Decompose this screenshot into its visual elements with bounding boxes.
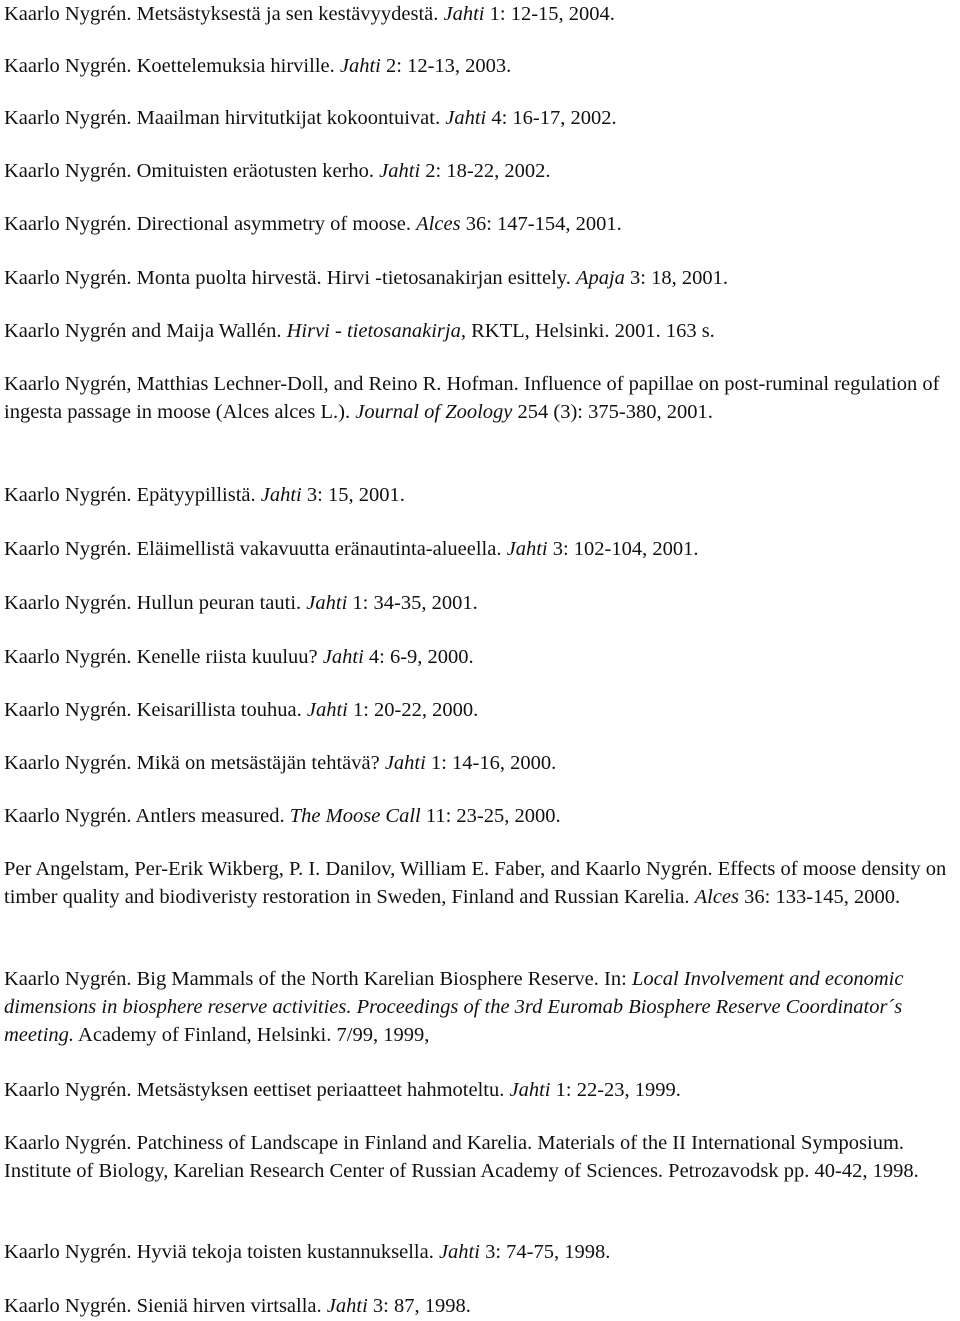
reference-entry <box>4 855 954 911</box>
reference-entry <box>4 317 715 345</box>
reference-text-segment: Academy of Finland, Helsinki. 7/99, 1999, <box>74 1024 430 1046</box>
reference-text-segment: Kaarlo Nygrén. Sieniä hirven virtsalla. <box>4 1295 327 1317</box>
reference-text-segment: Influence of papillae on post-ruminal regulation of ingesta passage in moose (Alces alces L.). <box>4 373 940 423</box>
reference-text-segment: 1: 14-16, 2000. <box>425 752 557 774</box>
reference-entry <box>4 481 405 509</box>
reference-italic-segment: Jahti <box>326 1295 368 1317</box>
reference-text-segment: Kaarlo Nygrén. Patchiness of Landscape in Finland and Karelia. Materials of the II International Symposium. Institute of Biology, Karelian Research Center of Russian Academy of Sciences. Petrozavodsk pp. 40-42, 1998. <box>4 1132 919 1182</box>
reference-text-segment: 254 (3): 375-380, 2001. <box>512 401 713 423</box>
reference-text-segment: Kaarlo Nygrén. Directional asymmetry of moose. <box>4 213 417 235</box>
reference-entry <box>4 52 511 80</box>
reference-entry <box>4 589 478 617</box>
reference-text-segment: Kaarlo Nygrén, Matthias Lechner-Doll, and Reino R. Hofman. <box>4 373 519 395</box>
reference-text-segment: Kaarlo Nygrén. Epätyypillistä. <box>4 484 261 506</box>
reference-italic-segment: Jahti <box>384 752 426 774</box>
reference-text-segment: 1: 34-35, 2001. <box>347 592 478 614</box>
reference-entry <box>4 210 622 238</box>
reference-text-segment: Kaarlo Nygrén. Antlers measured. <box>4 805 290 827</box>
reference-entry <box>4 965 954 1049</box>
reference-italic-segment: Jahti <box>443 3 485 25</box>
reference-text-segment: 1: 20-22, 2000. <box>347 699 479 721</box>
reference-italic-segment: Jahti <box>506 538 548 560</box>
reference-text-segment: Kaarlo Nygrén. Metsästyksen eettiset periaatteet hahmoteltu. <box>4 1079 510 1101</box>
reference-italic-segment: Local Involvement and economic dimensions in biosphere reserve activities. Proceedings of the 3rd Euromab Biosphere Reserve Coordinator´s meeting. <box>4 968 904 1046</box>
reference-entry <box>4 0 615 28</box>
reference-entry <box>4 1292 471 1320</box>
reference-entry <box>4 264 728 292</box>
reference-text-segment: Kaarlo Nygrén. Omituisten eräotusten kerho. <box>4 160 380 182</box>
reference-italic-segment: Jahti <box>379 160 421 182</box>
reference-entry <box>4 104 617 132</box>
reference-text-segment: , RKTL, Helsinki. 2001. 163 s. <box>460 320 715 342</box>
reference-italic-segment: Journal of Zoology <box>355 401 513 423</box>
reference-text-segment: 2: 12-13, 2003. <box>380 55 512 77</box>
reference-entry <box>4 802 561 830</box>
reference-italic-segment: The Moose Call <box>289 805 421 827</box>
reference-entry <box>4 535 699 563</box>
reference-entry <box>4 696 478 724</box>
reference-text-segment: 4: 6-9, 2000. <box>363 646 474 668</box>
reference-text-segment: Kaarlo Nygrén. Hyviä tekoja toisten kustannuksella. <box>4 1241 439 1263</box>
reference-italic-segment: Jahti <box>322 646 364 668</box>
reference-italic-segment: Jahti <box>339 55 381 77</box>
reference-text-segment: 2: 18-22, 2002. <box>420 160 551 182</box>
reference-italic-segment: Apaja <box>575 267 625 289</box>
reference-text-segment: Kaarlo Nygrén. Monta puolta hirvestä. Hirvi -tietosanakirjan esittely. <box>4 267 576 289</box>
reference-text-segment: Kaarlo Nygrén. Big Mammals of the North Karelian Biosphere Reserve. In: <box>4 968 632 990</box>
reference-italic-segment: Jahti <box>306 592 348 614</box>
reference-text-segment: 3: 18, 2001. <box>624 267 728 289</box>
reference-text-segment: Per Angelstam, Per-Erik Wikberg, P. I. Danilov, William E. Faber, and Kaarlo Nygrén. Effects of moose density on timber quality and biodiveristy restoration in Sweden, Finland and Russian Karelia. <box>4 858 947 908</box>
reference-italic-segment: Hirvi - tietosanakirja <box>286 320 461 342</box>
reference-italic-segment: Jahti <box>438 1241 480 1263</box>
reference-text-segment: 11: 23-25, 2000. <box>420 805 561 827</box>
reference-text-segment: 3: 74-75, 1998. <box>479 1241 611 1263</box>
reference-text-segment: 4: 16-17, 2002. <box>486 107 617 129</box>
reference-italic-segment: Alces <box>416 213 461 235</box>
reference-text-segment: Kaarlo Nygrén and Maija Wallén. <box>4 320 287 342</box>
reference-text-segment: 36: 133-145, 2000. <box>739 886 901 908</box>
reference-text-segment: Kaarlo Nygrén. Hullun peuran tauti. <box>4 592 307 614</box>
reference-text-segment: Kaarlo Nygrén. Keisarillista touhua. <box>4 699 307 721</box>
reference-entry <box>4 1076 681 1104</box>
reference-entry <box>4 1238 610 1266</box>
reference-text-segment: Kaarlo Nygrén. Maailman hirvitutkijat kokoontuivat. <box>4 107 446 129</box>
reference-text-segment: Kaarlo Nygrén. Koettelemuksia hirville. <box>4 55 340 77</box>
reference-entry <box>4 643 474 671</box>
reference-text-segment: Kaarlo Nygrén. Metsästyksestä ja sen kestävyydestä. <box>4 3 444 25</box>
reference-italic-segment: Jahti <box>306 699 348 721</box>
reference-text-segment: Kaarlo Nygrén. Mikä on metsästäjän tehtävä? <box>4 752 385 774</box>
reference-text-segment: 3: 15, 2001. <box>301 484 405 506</box>
reference-entry <box>4 157 551 185</box>
reference-text-segment: Kaarlo Nygrén. Eläimellistä vakavuutta eränautinta-alueella. <box>4 538 507 560</box>
reference-text-segment: 36: 147-154, 2001. <box>460 213 622 235</box>
reference-italic-segment: Jahti <box>509 1079 551 1101</box>
reference-entry <box>4 749 556 777</box>
reference-italic-segment: Alces <box>694 886 740 908</box>
reference-italic-segment: Jahti <box>260 484 302 506</box>
reference-entry <box>4 370 960 426</box>
reference-text-segment: 3: 102-104, 2001. <box>547 538 699 560</box>
reference-text-segment: 1: 12-15, 2004. <box>484 3 615 25</box>
reference-text-segment: 3: 87, 1998. <box>367 1295 471 1317</box>
reference-entry <box>4 1129 960 1185</box>
reference-text-segment: 1: 22-23, 1999. <box>550 1079 681 1101</box>
reference-italic-segment: Jahti <box>445 107 487 129</box>
reference-text-segment: Kaarlo Nygrén. Kenelle riista kuuluu? <box>4 646 323 668</box>
